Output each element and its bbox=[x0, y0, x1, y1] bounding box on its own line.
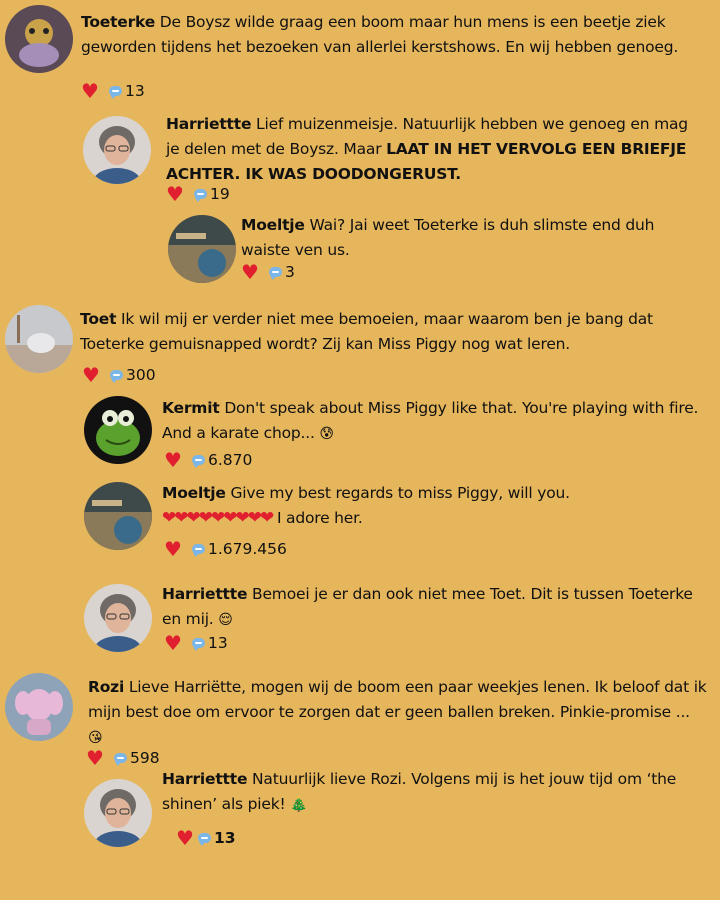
reply-count[interactable]: 13 bbox=[125, 82, 145, 100]
comment-text bbox=[162, 582, 702, 633]
avatar-moeltje[interactable] bbox=[84, 482, 152, 550]
comment-body: Ik wil mij er verder niet mee bemoeien, maar waarom ben je bang dat Toeterke gemuisnapped wordt? Zij kan Miss Piggy nog wat leren. bbox=[80, 310, 653, 353]
author-name[interactable]: Harriettte bbox=[162, 770, 248, 788]
comment-text bbox=[81, 10, 701, 60]
speech-bubble-icon[interactable] bbox=[109, 86, 122, 96]
author-name[interactable]: Harriettte bbox=[166, 115, 252, 133]
heart-icon[interactable]: ♥ bbox=[82, 363, 100, 387]
author-name[interactable]: Toeterke bbox=[81, 13, 156, 31]
hearts-emoji-row: ❤❤❤❤❤❤❤❤❤ bbox=[162, 508, 273, 528]
reply-count[interactable]: 13 bbox=[208, 634, 228, 652]
reply-count[interactable]: 6.870 bbox=[208, 451, 253, 469]
heart-icon[interactable]: ♥ bbox=[164, 448, 182, 472]
speech-bubble-icon[interactable] bbox=[114, 753, 127, 763]
comment-text bbox=[88, 675, 708, 751]
comment-body: De Boysz wilde graag een boom maar hun mens is een beetje ziek geworden tijdens het bezoeken van allerlei kerstshows. En wij hebben genoeg. bbox=[81, 13, 679, 56]
reactions bbox=[176, 828, 236, 848]
author-name[interactable]: Moeltje bbox=[162, 484, 226, 502]
reactions bbox=[164, 539, 287, 559]
reactions bbox=[82, 365, 156, 385]
comment-text bbox=[162, 767, 702, 818]
comment-body: Lieve Harriëtte, mogen wij de boom een paar weekjes lenen. Ik beloof dat ik mijn best doe om ervoor te zorgen dat er geen ballen breken. Pinkie-promise ... bbox=[88, 678, 707, 721]
speech-bubble-icon[interactable] bbox=[194, 189, 207, 199]
speech-bubble-icon[interactable] bbox=[192, 455, 205, 465]
comment-body-bold: LAAT IN HET VERVOLG EEN BRIEFJE ACHTER. IK WAS DOODONGERUST. bbox=[166, 140, 687, 183]
avatar-kermit[interactable] bbox=[84, 396, 152, 464]
comment-text bbox=[241, 213, 701, 263]
author-name[interactable]: Moeltje bbox=[241, 216, 305, 234]
reactions bbox=[166, 184, 230, 204]
kiss-emoji-icon: 😘 bbox=[88, 730, 103, 746]
relieved-emoji-icon: 😌 bbox=[218, 612, 233, 628]
reply-count[interactable]: 300 bbox=[126, 366, 156, 384]
comment-text bbox=[166, 112, 706, 187]
heart-icon[interactable]: ♥ bbox=[176, 826, 194, 850]
avatar-rozi[interactable] bbox=[5, 673, 73, 741]
speech-bubble-icon[interactable] bbox=[198, 833, 211, 843]
author-name[interactable]: Rozi bbox=[88, 678, 125, 696]
comment-body: Give my best regards to miss Piggy, will you. bbox=[230, 484, 570, 502]
avatar-harriettte[interactable] bbox=[83, 116, 151, 184]
heart-icon[interactable]: ♥ bbox=[164, 537, 182, 561]
avatar-harriettte[interactable] bbox=[84, 779, 152, 847]
christmas-tree-emoji-icon: 🎄 bbox=[290, 797, 308, 813]
reactions bbox=[86, 748, 160, 768]
comment-text bbox=[80, 307, 700, 357]
heart-icon[interactable]: ♥ bbox=[164, 631, 182, 655]
reply-count[interactable]: 19 bbox=[210, 185, 230, 203]
avatar-toeterke[interactable] bbox=[5, 5, 73, 73]
comment-body: Bemoei je er dan ook niet mee Toet. Dit is tussen Toeterke en mij. bbox=[162, 585, 693, 628]
speech-bubble-icon[interactable] bbox=[110, 370, 123, 380]
author-name[interactable]: Harriettte bbox=[162, 585, 248, 603]
comment-body-2: I adore her. bbox=[276, 509, 363, 527]
avatar-toet[interactable] bbox=[5, 305, 73, 373]
avatar-moeltje[interactable] bbox=[168, 215, 236, 283]
reply-count[interactable]: 13 bbox=[214, 829, 236, 847]
reply-count[interactable]: 598 bbox=[130, 749, 160, 767]
reactions bbox=[164, 633, 228, 653]
heart-icon[interactable]: ♥ bbox=[166, 182, 184, 206]
reactions bbox=[241, 262, 295, 282]
comment-text bbox=[162, 481, 702, 531]
comment-body: Lief muizenmeisje. Natuurlijk hebben we genoeg en mag je delen met de Boysz. Maar bbox=[166, 115, 688, 158]
speech-bubble-icon[interactable] bbox=[192, 638, 205, 648]
heart-icon[interactable]: ♥ bbox=[241, 260, 259, 284]
anxious-emoji-icon: 😰 bbox=[319, 426, 334, 442]
author-name[interactable]: Toet bbox=[80, 310, 117, 328]
speech-bubble-icon[interactable] bbox=[192, 544, 205, 554]
reply-count[interactable]: 1.679.456 bbox=[208, 540, 287, 558]
reply-count[interactable]: 3 bbox=[285, 263, 295, 281]
comment-body: Wai? Jai weet Toeterke is duh slimste end duh waiste ven us. bbox=[241, 216, 655, 259]
heart-icon[interactable]: ♥ bbox=[81, 79, 99, 103]
heart-icon[interactable]: ♥ bbox=[86, 746, 104, 770]
comment-text bbox=[162, 396, 702, 447]
comment-body: Natuurlijk lieve Rozi. Volgens mij is het jouw tijd om ‘the shinen’ als piek! bbox=[162, 770, 677, 813]
reactions bbox=[81, 81, 145, 101]
avatar-harriettte[interactable] bbox=[84, 584, 152, 652]
author-name[interactable]: Kermit bbox=[162, 399, 220, 417]
comment-body: Don't speak about Miss Piggy like that. You're playing with fire. And a karate chop... bbox=[162, 399, 699, 442]
reactions bbox=[164, 450, 252, 470]
speech-bubble-icon[interactable] bbox=[269, 267, 282, 277]
